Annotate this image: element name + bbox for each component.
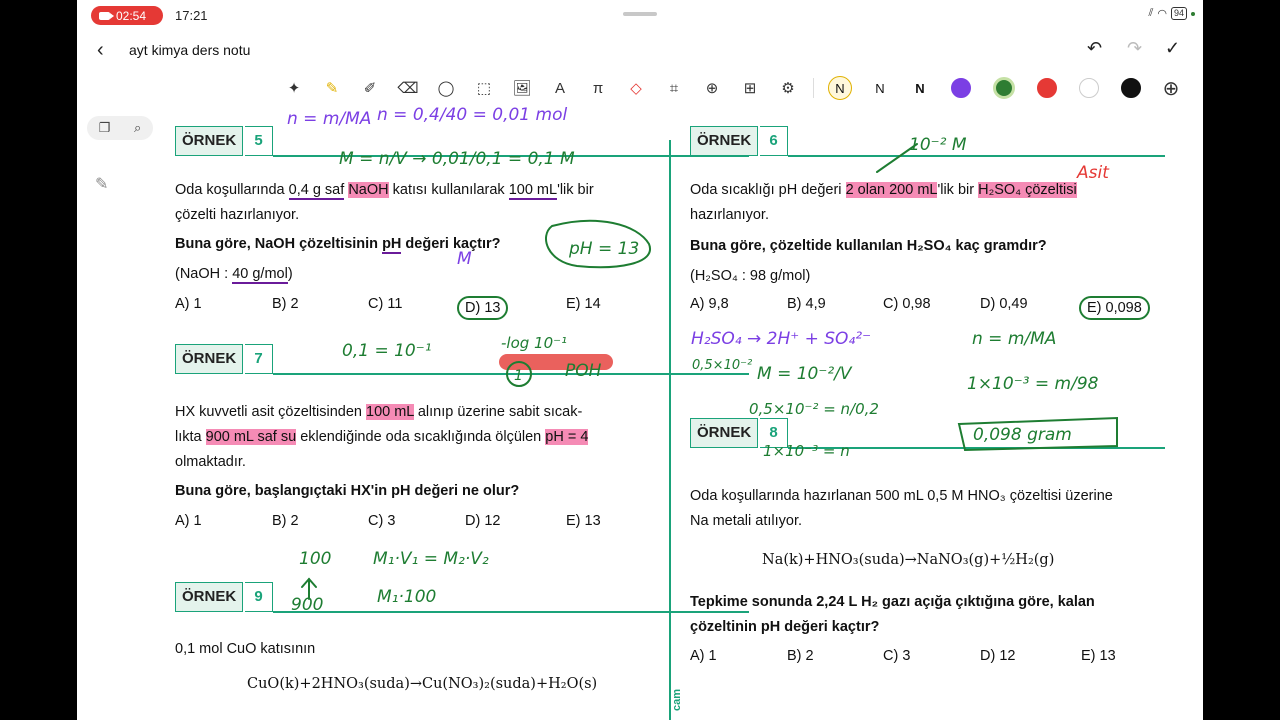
example-6-text: Oda sıcaklığı pH değeri 2 olan 200 mL'lik bir H₂SO₄ çözeltisi hazırlanıyor.	[690, 182, 1077, 223]
zoom-icon[interactable]: ⊕	[705, 80, 719, 97]
pen-style-3-icon[interactable]: N	[915, 80, 925, 96]
ink-n-m-ma: n = m/MA	[972, 329, 1057, 349]
example-7-text: HX kuvvetli asit çözeltisinden 100 mL alınıp üzerine sabit sıcak- lıkta 900 mL saf su eklendiğinde oda sıcaklığında ölçülen pH = 4 olmaktadır.	[175, 404, 589, 470]
drawing-toolbar	[275, 74, 1190, 102]
example-7-question: Buna göre, başlangıçtaki HX'in pH değeri ne olur?	[175, 483, 520, 499]
ink-1x10-3-n: 1×10⁻³ = n	[763, 442, 850, 460]
screen-record-indicator[interactable]: 02:54	[91, 6, 163, 25]
ink-05x10-2: 0,5×10⁻²	[692, 358, 753, 373]
add-page-icon[interactable]: ⊞	[743, 80, 757, 97]
ink-log: -log 10⁻¹	[501, 334, 568, 352]
ink-reaction: H₂SO₄ → 2H⁺ + SO₄²⁻	[691, 329, 872, 349]
ink-m1-100: M₁·100	[377, 587, 437, 607]
undo-button[interactable]: ↶	[1087, 38, 1103, 58]
settings-icon[interactable]: ⚙	[781, 80, 795, 97]
tablet-screen	[77, 0, 1203, 720]
drag-handle[interactable]	[623, 12, 657, 16]
example-5-text: Oda koşullarında 0,4 g saf NaOH katısı kullanılarak 100 mL'lik bir çözelti hazırlanıyor.	[175, 182, 594, 223]
battery-icon: 94	[1171, 7, 1187, 20]
ink-dilution: M₁·V₁ = M₂·V₂	[373, 549, 489, 569]
example-8-text: Oda koşullarında hazırlanan 500 mL 0,5 M HNO₃ çözeltisi üzerine Na metali atılıyor.	[690, 488, 1113, 529]
system-icons	[1148, 7, 1195, 20]
status-clock: 17:21	[175, 8, 208, 23]
ink-n-formula: n = m/MA	[287, 109, 372, 129]
text-icon[interactable]: A	[554, 79, 565, 97]
wifi-icon: ◠	[1157, 8, 1167, 20]
example-9-equation: CuO(k)+2HNO₃(suda)→Cu(NO₃)₂(suda)+H₂O(s)	[247, 676, 598, 692]
ink-100: 100	[299, 549, 332, 569]
color-black[interactable]	[1121, 78, 1141, 98]
pen-icon[interactable]: ✐	[363, 80, 377, 97]
ink-molarity: M = n/V → 0,01/0,1 = 0,1 M	[339, 149, 575, 169]
ruler-icon[interactable]: ⌗	[669, 79, 679, 97]
handwriting-layer	[77, 104, 1203, 720]
color-green-selected[interactable]	[993, 77, 1015, 99]
math-icon[interactable]: π	[592, 79, 604, 97]
example-5-given: (NaOH : 40 g/mol)	[175, 266, 293, 282]
camera-icon	[99, 12, 110, 20]
ai-pen-icon[interactable]: ✦	[287, 80, 301, 97]
eraser-icon[interactable]: ⌫	[397, 80, 419, 97]
ink-asit: Asit	[1077, 163, 1109, 183]
ink-05x10-2-n02: 0,5×10⁻² = n/0,2	[749, 400, 879, 418]
example-8-question: Tepkime sonunda 2,24 L H₂ gazı açığa çıktığına göre, kalan çözeltinin pH değeri kaçtır?	[690, 594, 1095, 635]
example-7-options: A) 1 B) 2 C) 3 D) 12 E) 13	[175, 513, 601, 529]
example-6-given: (H₂SO₄ : 98 g/mol)	[690, 268, 811, 284]
example-9-text: 0,1 mol CuO katısının	[175, 641, 316, 657]
pen-style-1-icon[interactable]: N	[828, 76, 852, 100]
done-button[interactable]: ✓	[1165, 38, 1181, 58]
color-white[interactable]	[1079, 78, 1099, 98]
ink-one: 1	[514, 368, 523, 384]
signal-icon: ⫽	[1148, 7, 1154, 19]
back-button[interactable]: ‹	[97, 39, 104, 61]
pages-icon[interactable]: ❐	[98, 120, 111, 135]
ink-ph13: pH = 13	[569, 239, 640, 259]
camera-dot-icon	[1191, 12, 1195, 16]
ink-m-note: M	[457, 249, 472, 269]
title-bar	[77, 32, 1203, 68]
ink-answer: 0,098 gram	[973, 425, 1072, 445]
redo-button[interactable]: ↷	[1127, 38, 1143, 58]
note-page[interactable]: cam ÖRNEK 5 Oda koşullarında 0,4 g saf NaOH katısı kullanılarak 100 mL'lik bir çözelti hazırlanıyor. Buna göre, NaOH çözeltisinin pH değeri kaçtır? (NaOH : 40 g/mol) A) 1 B) 2 C) 11 D) 13 E) 14 ÖRNEK 7 HX kuvvetli asit çözeltisinden 100 mL alınıp üzerine sabit sıcak- lıkta 900 mL saf su eklendiğinde oda sıcaklığında ölçülen pH = 4 olmaktadır. Buna göre, başlangıçtaki HX'in pH değeri ne olur? A) 1 B) 2 C) 3 D) 12 E) 13 ÖRNEK 9 0,1 mol CuO katısının CuO(k)+2HNO₃(suda)→Cu(NO₃)₂(suda)+H₂O(s) ÖRNEK 6 Oda sıcaklığı pH değeri 2 olan 200 mL'lik bir H₂SO₄ çözeltisi hazırlanıyor. Buna göre, çözeltide kullanılan H₂SO₄ kaç gramdır? (H₂SO₄ : 98 g/mol) A) 9,8 B) 4,9 C) 0,98 D) 0,49 E) 0,098 ÖRNEK 8 Oda koşullarında hazırlanan 500 mL 0,5 M HNO₃ çözeltisi üzerine Na metali atılıyor. Na(k)+HNO₃(suda)→NaNO₃(g)+½H₂(g) Tepkime sonunda 2,24 L H₂ gazı açığa çıktığına göre, kalan çözeltinin pH değeri kaçtır? A) 1 B) 2 C) 3 D) 12 E) 13 n = m/MA n = 0,4/40 = 0,01 mol M H₂SO₄ → 2H⁺ + SO₄²⁻ Asit M = n/V → 0,01/0,1 = 0,1 M pH = 13 10⁻² M 0,5×10⁻² M = 10⁻²/V n = m/MA 1×10⁻³ = m/98 0,5×10⁻² = n/0,2 1×10⁻³ = n 0,098 gram 0,1 = 10⁻¹ -log 10⁻¹ 1 POH 100 M₁·V₁ = M₂·V₂ 900 M₁·100	[77, 104, 1203, 720]
add-color-icon[interactable]: ⊕	[1162, 77, 1180, 100]
ink-900: 900	[291, 595, 324, 615]
document-title[interactable]: ayt kimya ders notu	[129, 42, 251, 58]
side-pen-icon[interactable]: ✎	[95, 176, 109, 193]
toolbar-divider	[813, 78, 814, 98]
example-6-question: Buna göre, çözeltide kullanılan H₂SO₄ kaç gramdır?	[690, 238, 1047, 254]
ink-m-10-2-v: M = 10⁻²/V	[757, 364, 852, 384]
ink-10-2m: 10⁻² M	[909, 135, 967, 155]
example-6-options: A) 9,8 B) 4,9 C) 0,98 D) 0,49 E) 0,098	[690, 296, 1150, 320]
side-label: cam	[671, 688, 684, 712]
lasso-icon[interactable]: ◯	[437, 80, 455, 97]
ink-1x10-3-m98: 1×10⁻³ = m/98	[967, 374, 1099, 394]
example-5-options: A) 1 B) 2 C) 11 D) 13 E) 14	[175, 296, 601, 320]
image-icon[interactable]: 🖼	[512, 80, 532, 97]
status-bar	[77, 0, 1203, 30]
laser-icon[interactable]: ◇	[630, 80, 642, 97]
highlighter-icon[interactable]: ✎	[325, 80, 339, 97]
example-5-question: Buna göre, NaOH çözeltisinin pH değeri kaçtır?	[175, 236, 501, 252]
search-icon[interactable]: ⌕	[133, 120, 142, 135]
example-8-options: A) 1 B) 2 C) 3 D) 12 E) 13	[690, 648, 1116, 664]
color-purple[interactable]	[951, 78, 971, 98]
color-red[interactable]	[1037, 78, 1057, 98]
ink-n-value: n = 0,4/40 = 0,01 mol	[377, 105, 568, 125]
example-8-equation: Na(k)+HNO₃(suda)→NaNO₃(g)+½H₂(g)	[762, 552, 1055, 568]
pen-style-2-icon[interactable]: N	[875, 80, 885, 96]
ink-poh: POH	[565, 361, 602, 381]
ink-01-10-1: 0,1 = 10⁻¹	[342, 341, 432, 361]
shape-icon[interactable]: ⬚	[476, 80, 492, 97]
